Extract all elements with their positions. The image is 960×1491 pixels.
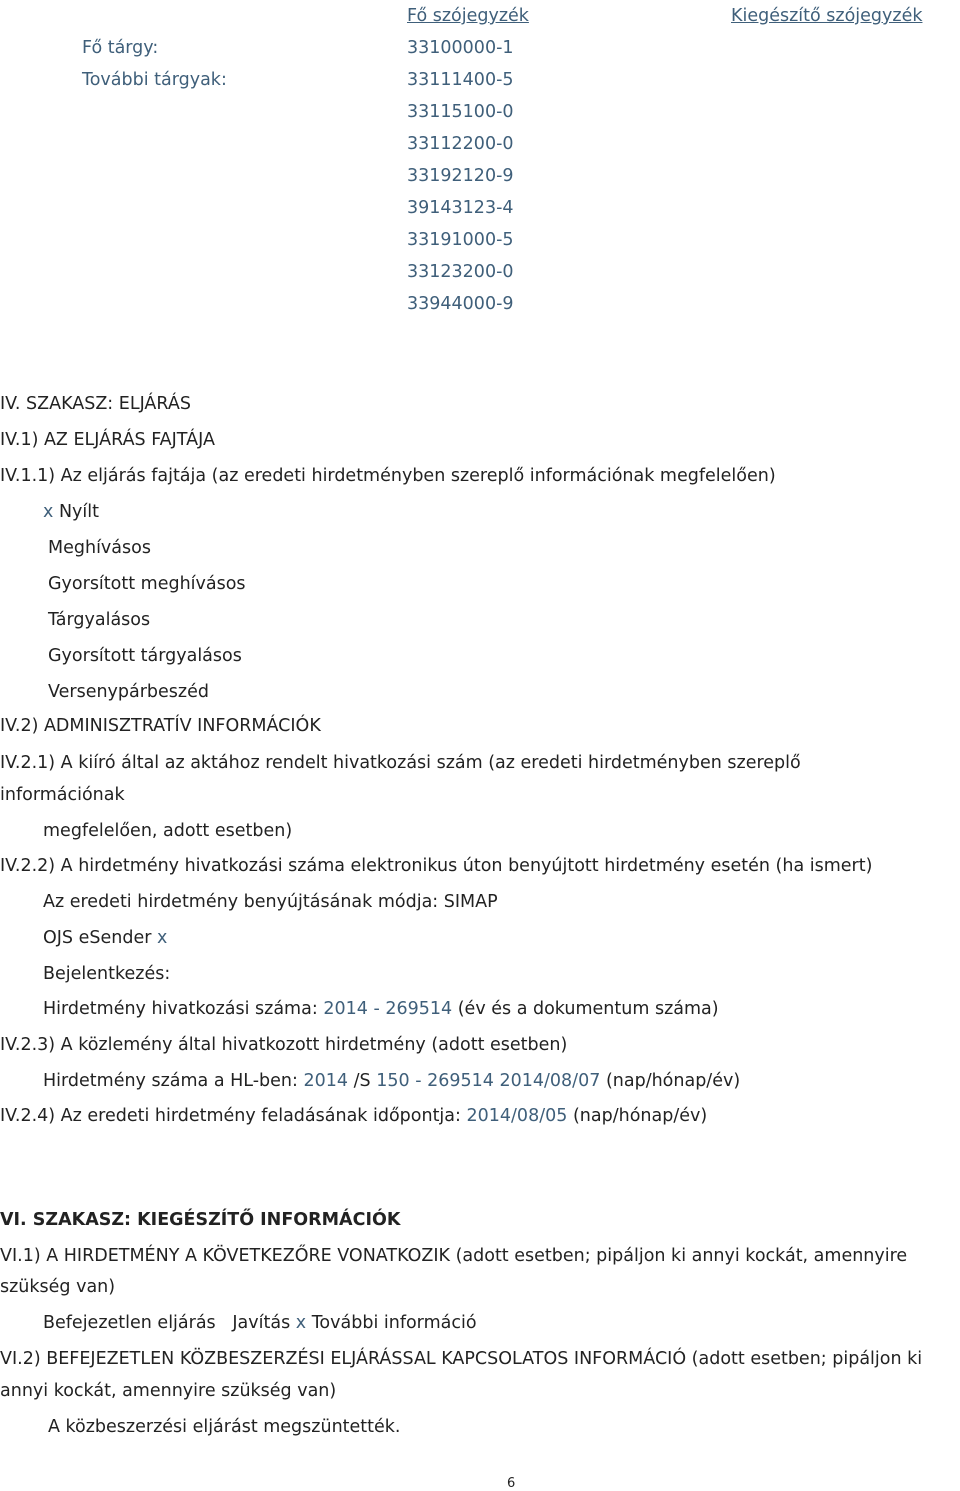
procedure-terminated: A közbeszerzési eljárást megszüntették. [48, 1417, 401, 1437]
section-iv22-label: IV.2.2) A hirdetmény hivatkozási száma elektronikus úton benyújtott hirdetmény esetén (ha ismert) [0, 856, 873, 876]
section-vi2-line1: VI.2) BEFEJEZETLEN KÖZBESZERZÉSI ELJÁRÁSSAL KAPCSOLATOS INFORMÁCIÓ (adott esetben; pipáljon ki [0, 1349, 923, 1369]
section-iv11-label: IV.1.1) Az eljárás fajtája (az eredeti hirdetményben szereplő információnak megfelelően) [0, 466, 776, 486]
checked-mark: x [43, 502, 54, 522]
section-4-title: IV. SZAKASZ: ELJÁRÁS [0, 394, 191, 414]
ref-number: 269514 [385, 999, 453, 1019]
procedure-type-negotiated: Tárgyalásos [48, 610, 151, 630]
main-subject-label: Fő tárgy: [82, 38, 159, 58]
section-iv24-label: IV.2.4) Az eredeti hirdetmény feladásának időpontja: 2014/08/05 (nap/hónap/év) [0, 1106, 708, 1126]
additional-code: 33115100-0 [407, 102, 514, 122]
additional-code: 33192120-9 [407, 166, 514, 186]
procedure-type-restricted: Meghívásos [48, 538, 151, 558]
page-number: 6 [507, 1476, 516, 1491]
checked-mark: x [295, 1313, 307, 1333]
section-iv21-line3: megfelelően, adott esetben) [43, 821, 293, 841]
procedure-type-open: x Nyílt [43, 502, 99, 522]
section-6-title: VI. SZAKASZ: KIEGÉSZÍTŐ INFORMÁCIÓK [0, 1210, 401, 1230]
section-iv21-line1: IV.2.1) A kiíró által az aktához rendelt hivatkozási szám (az eredeti hirdetményben szereplő [0, 753, 801, 773]
additional-code: 33123200-0 [407, 262, 514, 282]
main-subject-code: 33100000-1 [407, 38, 514, 58]
additional-code: 33191000-5 [407, 230, 514, 250]
additional-code: 33112200-0 [407, 134, 514, 154]
dispatch-date: 2014/08/05 [466, 1106, 568, 1126]
additional-code: 39143123-4 [407, 198, 514, 218]
section-vi2-line2: annyi kockát, amennyire szükség van) [0, 1381, 337, 1401]
additional-subjects-label: További tárgyak: [82, 70, 227, 90]
section-iv1-title: IV.1) AZ ELJÁRÁS FAJTÁJA [0, 430, 215, 450]
notice-relates-options: Befejezetlen eljárás Javítás x További információ [43, 1313, 477, 1333]
procedure-type-accelerated-restricted: Gyorsított meghívásos [48, 574, 246, 594]
ojs-esender: OJS eSender x [43, 928, 168, 948]
notice-reference: Hirdetmény hivatkozási száma: 2014 - 269514 (év és a dokumentum száma) [43, 999, 719, 1019]
section-vi1-line2: szükség van) [0, 1277, 116, 1297]
login-label: Bejelentkezés: [43, 964, 171, 984]
procedure-type-competitive-dialogue: Versenypárbeszéd [48, 682, 209, 702]
procedure-type-accelerated-negotiated: Gyorsított tárgyalásos [48, 646, 242, 666]
oj-notice-number: Hirdetmény száma a HL-ben: 2014 /S 150 - 269514 2014/08/07 (nap/hónap/év) [43, 1071, 741, 1091]
section-iv23-label: IV.2.3) A közlemény által hivatkozott hirdetmény (adott esetben) [0, 1035, 568, 1055]
supplementary-vocabulary-header: Kiegészítő szójegyzék [731, 6, 923, 26]
checked-mark: x [157, 928, 168, 948]
ref-year: 2014 [323, 999, 368, 1019]
oj-date: 2014/08/07 [499, 1071, 601, 1091]
additional-code: 33111400-5 [407, 70, 514, 90]
section-vi1-line1: VI.1) A HIRDETMÉNY A KÖVETKEZŐRE VONATKOZIK (adott esetben; pipáljon ki annyi kockát, amennyire [0, 1246, 908, 1266]
submission-method: Az eredeti hirdetmény benyújtásának módja: SIMAP [43, 892, 498, 912]
section-iv2-title: IV.2) ADMINISZTRATÍV INFORMÁCIÓK [0, 716, 321, 736]
section-iv21-line2: információnak [0, 785, 125, 805]
main-vocabulary-header: Fő szójegyzék [407, 6, 529, 26]
additional-code: 33944000-9 [407, 294, 514, 314]
